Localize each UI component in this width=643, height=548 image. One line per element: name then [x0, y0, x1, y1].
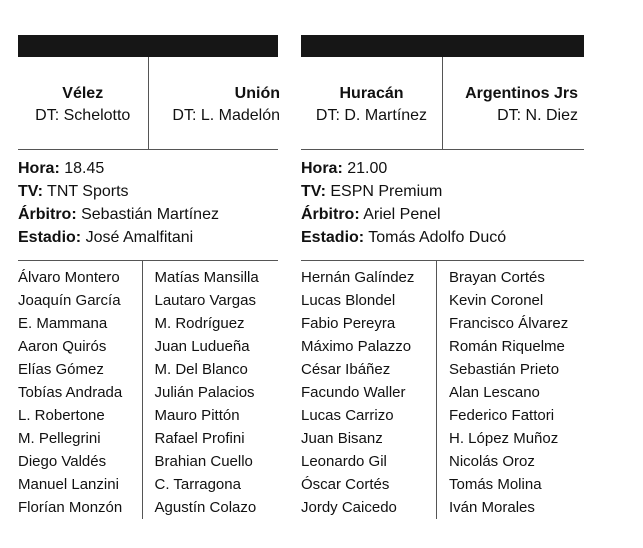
away-team-name: Argentinos Jrs: [465, 85, 578, 102]
away-team: [443, 57, 584, 149]
list-item: Román Riquelme: [449, 338, 565, 355]
list-item: Agustín Colazo: [154, 499, 257, 516]
list-item: Diego Valdés: [18, 453, 107, 470]
home-team: [18, 57, 149, 149]
match-tv: TV: TNT Sports: [18, 183, 129, 200]
list-item: Hernán Galíndez: [301, 269, 415, 286]
match-time: Hora: 18.45: [18, 160, 105, 177]
list-item: César Ibáñez: [301, 361, 391, 378]
list-item: M. Del Blanco: [154, 361, 248, 378]
list-item: C. Tarragona: [154, 476, 241, 493]
list-item: Juan Bisanz: [301, 430, 383, 447]
list-item: Sebastián Prieto: [449, 361, 560, 378]
list-item: Leonardo Gil: [301, 453, 387, 470]
list-item: Lucas Carrizo: [301, 407, 394, 424]
list-item: Florían Monzón: [18, 499, 123, 516]
list-item: Brayan Cortés: [449, 269, 545, 286]
away-lineup: [437, 261, 584, 519]
home-team-name: Vélez: [62, 85, 104, 102]
list-item: Joaquín García: [18, 292, 121, 309]
home-lineup: [18, 261, 143, 519]
list-item: Rafael Profini: [154, 430, 245, 447]
home-team-coach: DT: D. Martínez: [315, 107, 428, 124]
match-info: [301, 150, 584, 261]
match-time: Hora: 21.00: [301, 160, 388, 177]
teams-row: [18, 57, 278, 150]
card-header-bar: [18, 35, 278, 57]
list-item: M. Rodríguez: [154, 315, 245, 332]
match-referee: Árbitro: Ariel Penel: [301, 206, 441, 223]
list-item: Facundo Waller: [301, 384, 406, 401]
teams-row: [301, 57, 584, 150]
match-stadium: Estadio: Tomás Adolfo Ducó: [301, 229, 507, 246]
match-referee: Árbitro: Sebastián Martínez: [18, 206, 219, 223]
lineups: [18, 261, 278, 519]
home-team-coach: DT: Schelotto: [35, 107, 131, 124]
list-item: Manuel Lanzini: [18, 476, 119, 493]
list-item: Lucas Blondel: [301, 292, 396, 309]
list-item: M. Pellegrini: [18, 430, 101, 447]
away-team-coach: DT: N. Diez: [497, 107, 578, 124]
list-item: Alan Lescano: [449, 384, 540, 401]
list-item: Tomás Molina: [449, 476, 542, 493]
list-item: Mauro Pittón: [154, 407, 240, 424]
list-item: Federico Fattori: [449, 407, 555, 424]
list-item: Aaron Quirós: [18, 338, 107, 355]
list-item: Elías Gómez: [18, 361, 104, 378]
match-info: [18, 150, 278, 261]
lineups: [301, 261, 584, 519]
list-item: Álvaro Montero: [18, 269, 120, 286]
list-item: Tobías Andrada: [18, 384, 123, 401]
list-item: E. Mammana: [18, 315, 108, 332]
away-team: [149, 57, 279, 149]
match-tv: TV: ESPN Premium: [301, 183, 443, 200]
list-item: H. López Muñoz: [449, 430, 559, 447]
list-item: Julián Palacios: [154, 384, 255, 401]
list-item: Juan Ludueña: [154, 338, 250, 355]
match-card-velez-union: [18, 35, 278, 519]
list-item: Brahian Cuello: [154, 453, 253, 470]
list-item: Fabio Pereyra: [301, 315, 396, 332]
list-item: Máximo Palazzo: [301, 338, 412, 355]
card-header-bar: [301, 35, 584, 57]
home-team: [301, 57, 443, 149]
list-item: Nicolás Oroz: [449, 453, 535, 470]
away-lineup: [143, 261, 279, 519]
list-item: Francisco Álvarez: [449, 315, 569, 332]
list-item: Matías Mansilla: [154, 269, 259, 286]
home-lineup: [301, 261, 437, 519]
away-team-coach: DT: L. Madelón: [172, 107, 280, 124]
list-item: Lautaro Vargas: [154, 292, 256, 309]
match-card-huracan-argentinos: [301, 35, 584, 519]
home-team-name: Huracán: [339, 85, 404, 102]
list-item: L. Robertone: [18, 407, 105, 424]
list-item: Jordy Caicedo: [301, 499, 397, 516]
list-item: Iván Morales: [449, 499, 535, 516]
match-stadium: Estadio: José Amalfitani: [18, 229, 194, 246]
list-item: Óscar Cortés: [301, 476, 390, 493]
away-team-name: Unión: [234, 85, 280, 102]
list-item: Kevin Coronel: [449, 292, 544, 309]
